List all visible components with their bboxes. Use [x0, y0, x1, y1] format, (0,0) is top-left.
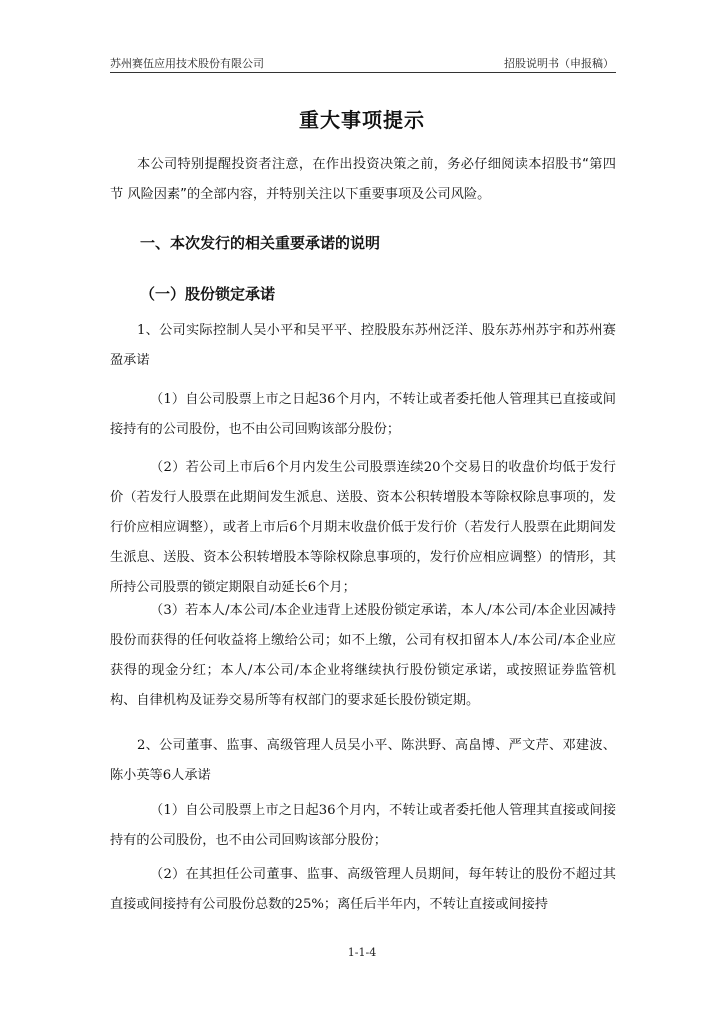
commitment-1-lead: 1、公司实际控制人吴小平和吴平平、控股股东苏州泛洋、股东苏州苏宇和苏州赛盈承诺	[110, 323, 616, 368]
commitment-1-clause-1: （1）自公司股票上市之日起36个月内，不转让或者委托他人管理其已直接或间接持有的公司股份，也不由公司回购该部分股份；	[110, 392, 616, 437]
commitment-2-lead: 2、公司董事、监事、高级管理人员吴小平、陈洪野、高畠博、严文芹、邓建波、陈小英等6人承诺	[110, 738, 616, 783]
page-header	[110, 52, 616, 73]
document-type: 招股说明书（申报稿）	[504, 57, 614, 70]
commitment-1-clause-2: （2）若公司上市后6个月内发生公司股票连续20个交易日的收盘价均低于发行价（若发行人股票在此期间发生派息、送股、资本公积转增股本等除权除息事项的，发行价应相应调整），或者上市后6个月期末收盘价低于发行价（若发行人股票在此期间发生派息、送股、资本公积转增股本等除权除息事项的，发行价应相应调整）的情形，其所持公司股票的锁定期限自动延长6个月；	[110, 460, 616, 595]
page-number: 1-1-4	[347, 946, 377, 959]
section-heading: 一、本次发行的相关重要承诺的说明	[140, 234, 381, 252]
commitment-2-clause-2: （2）在其担任公司董事、监事、高级管理人员期间，每年转让的股份不超过其直接或间接持有公司股份总数的25%；离任后半年内，不转让直接或间接持	[110, 867, 616, 912]
subsection-heading: （一）股份锁定承诺	[140, 285, 276, 303]
commitment-2-clause-1: （1）自公司股票上市之日起36个月内，不转让或者委托他人管理其直接或间接持有的公司股份，也不由公司回购该部分股份；	[110, 803, 616, 848]
intro-paragraph: 本公司特别提醒投资者注意，在作出投资决策之前，务必仔细阅读本招股书“第四节 风险因素”的全部内容，并特别关注以下重要事项及公司风险。	[110, 157, 616, 202]
commitment-1-clause-3: （3）若本人/本公司/本企业违背上述股份锁定承诺，本人/本公司/本企业因减持股份而获得的任何收益将上缴给公司；如不上缴，公司有权扣留本人/本公司/本企业应获得的现金分红；本人/本公司/本企业将继续执行股份锁定承诺，或按照证券监管机构、自律机构及证券交易所等有权部门的要求延长股份锁定期。	[110, 603, 616, 708]
page-title: 重大事项提示	[299, 108, 425, 132]
company-name: 苏州赛伍应用技术股份有限公司	[110, 57, 264, 70]
